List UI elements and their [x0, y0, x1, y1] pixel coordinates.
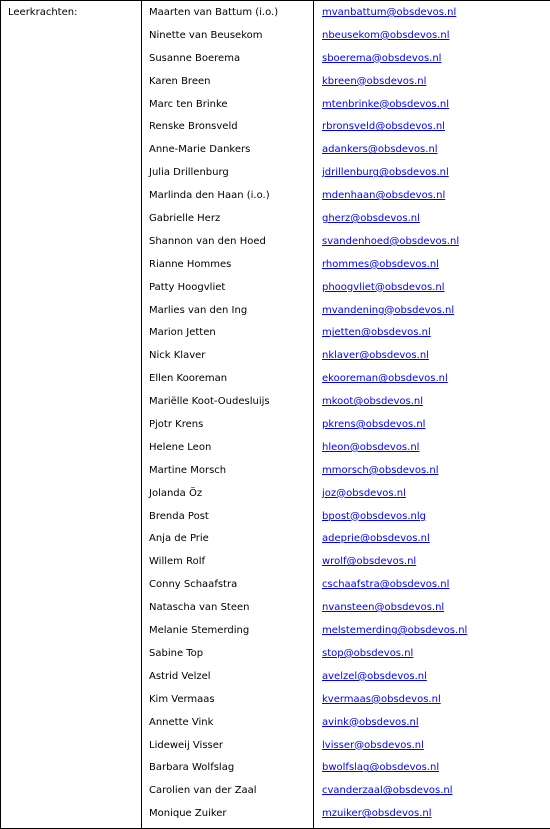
email-link[interactable]: melstemerding@obsdevos.nl [322, 625, 467, 636]
email-row [314, 347, 550, 370]
teacher-name: Karen Breen [142, 73, 313, 96]
teacher-name: Susanne Boerema [142, 50, 313, 73]
teacher-name: Marlies van den Ing [142, 302, 313, 325]
email-row [314, 737, 550, 760]
email-row [314, 530, 550, 553]
email-link[interactable]: kvermaas@obsdevos.nl [322, 694, 441, 705]
email-link[interactable]: pkrens@obsdevos.nl [322, 419, 425, 430]
emails-list [314, 1, 550, 828]
email-link[interactable]: ekooreman@obsdevos.nl [322, 373, 448, 384]
email-row [314, 622, 550, 645]
section-label: Leerkrachten: [1, 1, 141, 20]
teacher-name: Marc ten Brinke [142, 96, 313, 119]
email-row [314, 279, 550, 302]
email-row [314, 210, 550, 233]
email-row [314, 118, 550, 141]
email-row [314, 599, 550, 622]
email-link[interactable]: cschaafstra@obsdevos.nl [322, 579, 449, 590]
teacher-name: Ellen Kooreman [142, 370, 313, 393]
teacher-name: Lideweij Visser [142, 737, 313, 760]
teacher-name: Pjotr Krens [142, 416, 313, 439]
email-link[interactable]: sboerema@obsdevos.nl [322, 53, 441, 64]
email-row [314, 73, 550, 96]
teacher-name: Willem Rolf [142, 553, 313, 576]
email-link[interactable]: mvandening@obsdevos.nl [322, 305, 454, 316]
email-row [314, 27, 550, 50]
email-row [314, 416, 550, 439]
teacher-name: Conny Schaafstra [142, 576, 313, 599]
email-row [314, 759, 550, 782]
email-row [314, 233, 550, 256]
email-row [314, 645, 550, 668]
email-link[interactable]: hleon@obsdevos.nl [322, 442, 419, 453]
email-link[interactable]: rhommes@obsdevos.nl [322, 259, 439, 270]
email-link[interactable]: nbeusekom@obsdevos.nl [322, 30, 450, 41]
email-row [314, 805, 550, 828]
email-row [314, 553, 550, 576]
teacher-name: Gabrielle Herz [142, 210, 313, 233]
emails-cell [314, 1, 550, 829]
teacher-name: Marlinda den Haan (i.o.) [142, 187, 313, 210]
email-link[interactable]: svandenhoed@obsdevos.nl [322, 236, 459, 247]
email-link[interactable]: lvisser@obsdevos.nl [322, 740, 424, 751]
email-link[interactable]: stop@obsdevos.nl [322, 648, 413, 659]
email-link[interactable]: nvansteen@obsdevos.nl [322, 602, 444, 613]
email-row [314, 187, 550, 210]
email-link[interactable]: mvanbattum@obsdevos.nl [322, 7, 456, 18]
email-link[interactable]: joz@obsdevos.nl [322, 488, 406, 499]
teacher-name: Carolien van der Zaal [142, 782, 313, 805]
email-link[interactable]: mjetten@obsdevos.nl [322, 327, 431, 338]
names-list [142, 1, 313, 828]
teacher-name: Natascha van Steen [142, 599, 313, 622]
email-link[interactable]: bpost@obsdevos.nlg [322, 511, 426, 522]
teacher-name: Anja de Prie [142, 530, 313, 553]
teacher-name: Barbara Wolfslag [142, 759, 313, 782]
email-row [314, 302, 550, 325]
email-row [314, 576, 550, 599]
email-row [314, 508, 550, 531]
email-row [314, 691, 550, 714]
email-link[interactable]: mmorsch@obsdevos.nl [322, 465, 438, 476]
email-link[interactable]: jdrillenburg@obsdevos.nl [322, 167, 449, 178]
email-row [314, 4, 550, 27]
email-link[interactable]: phoogvliet@obsdevos.nl [322, 282, 445, 293]
teacher-name: Mariëlle Koot-Oudesluijs [142, 393, 313, 416]
email-link[interactable]: mdenhaan@obsdevos.nl [322, 190, 445, 201]
email-link[interactable]: rbronsveld@obsdevos.nl [322, 121, 445, 132]
teacher-name: Patty Hoogvliet [142, 279, 313, 302]
email-link[interactable]: mkoot@obsdevos.nl [322, 396, 423, 407]
teacher-name: Anne-Marie Dankers [142, 141, 313, 164]
teacher-name: Monique Zuiker [142, 805, 313, 828]
section-label-cell [1, 1, 142, 829]
email-row [314, 164, 550, 187]
names-cell [142, 1, 314, 829]
email-row [314, 439, 550, 462]
teacher-name: Helene Leon [142, 439, 313, 462]
email-row [314, 393, 550, 416]
email-link[interactable]: mtenbrinke@obsdevos.nl [322, 99, 449, 110]
email-link[interactable]: adankers@obsdevos.nl [322, 144, 438, 155]
teacher-name: Kim Vermaas [142, 691, 313, 714]
teacher-name: Jolanda Öz [142, 485, 313, 508]
email-link[interactable]: avelzel@obsdevos.nl [322, 671, 427, 682]
email-row [314, 462, 550, 485]
email-link[interactable]: nklaver@obsdevos.nl [322, 350, 429, 361]
email-row [314, 714, 550, 737]
email-link[interactable]: cvanderzaal@obsdevos.nl [322, 785, 453, 796]
teacher-name: Ninette van Beusekom [142, 27, 313, 50]
email-row [314, 256, 550, 279]
email-link[interactable]: avink@obsdevos.nl [322, 717, 419, 728]
teacher-name: Rianne Hommes [142, 256, 313, 279]
email-row [314, 485, 550, 508]
email-row [314, 668, 550, 691]
email-link[interactable]: mzuiker@obsdevos.nl [322, 808, 432, 819]
teacher-name: Shannon van den Hoed [142, 233, 313, 256]
email-link[interactable]: kbreen@obsdevos.nl [322, 76, 426, 87]
email-link[interactable]: adeprie@obsdevos.nl [322, 533, 430, 544]
teacher-name: Maarten van Battum (i.o.) [142, 4, 313, 27]
email-row [314, 324, 550, 347]
email-row [314, 141, 550, 164]
teacher-name: Annette Vink [142, 714, 313, 737]
email-link[interactable]: gherz@obsdevos.nl [322, 213, 420, 224]
teacher-name: Julia Drillenburg [142, 164, 313, 187]
teacher-name: Astrid Velzel [142, 668, 313, 691]
teacher-name: Nick Klaver [142, 347, 313, 370]
teacher-name: Marion Jetten [142, 324, 313, 347]
email-row [314, 50, 550, 73]
email-link[interactable]: wrolf@obsdevos.nl [322, 556, 416, 567]
teacher-name: Renske Bronsveld [142, 118, 313, 141]
staff-table-row [1, 1, 550, 829]
teacher-name: Melanie Stemerding [142, 622, 313, 645]
email-row [314, 370, 550, 393]
email-link[interactable]: bwolfslag@obsdevos.nl [322, 762, 439, 773]
email-row [314, 96, 550, 119]
teacher-name: Martine Morsch [142, 462, 313, 485]
email-row [314, 782, 550, 805]
teacher-name: Sabine Top [142, 645, 313, 668]
teacher-name: Brenda Post [142, 508, 313, 531]
